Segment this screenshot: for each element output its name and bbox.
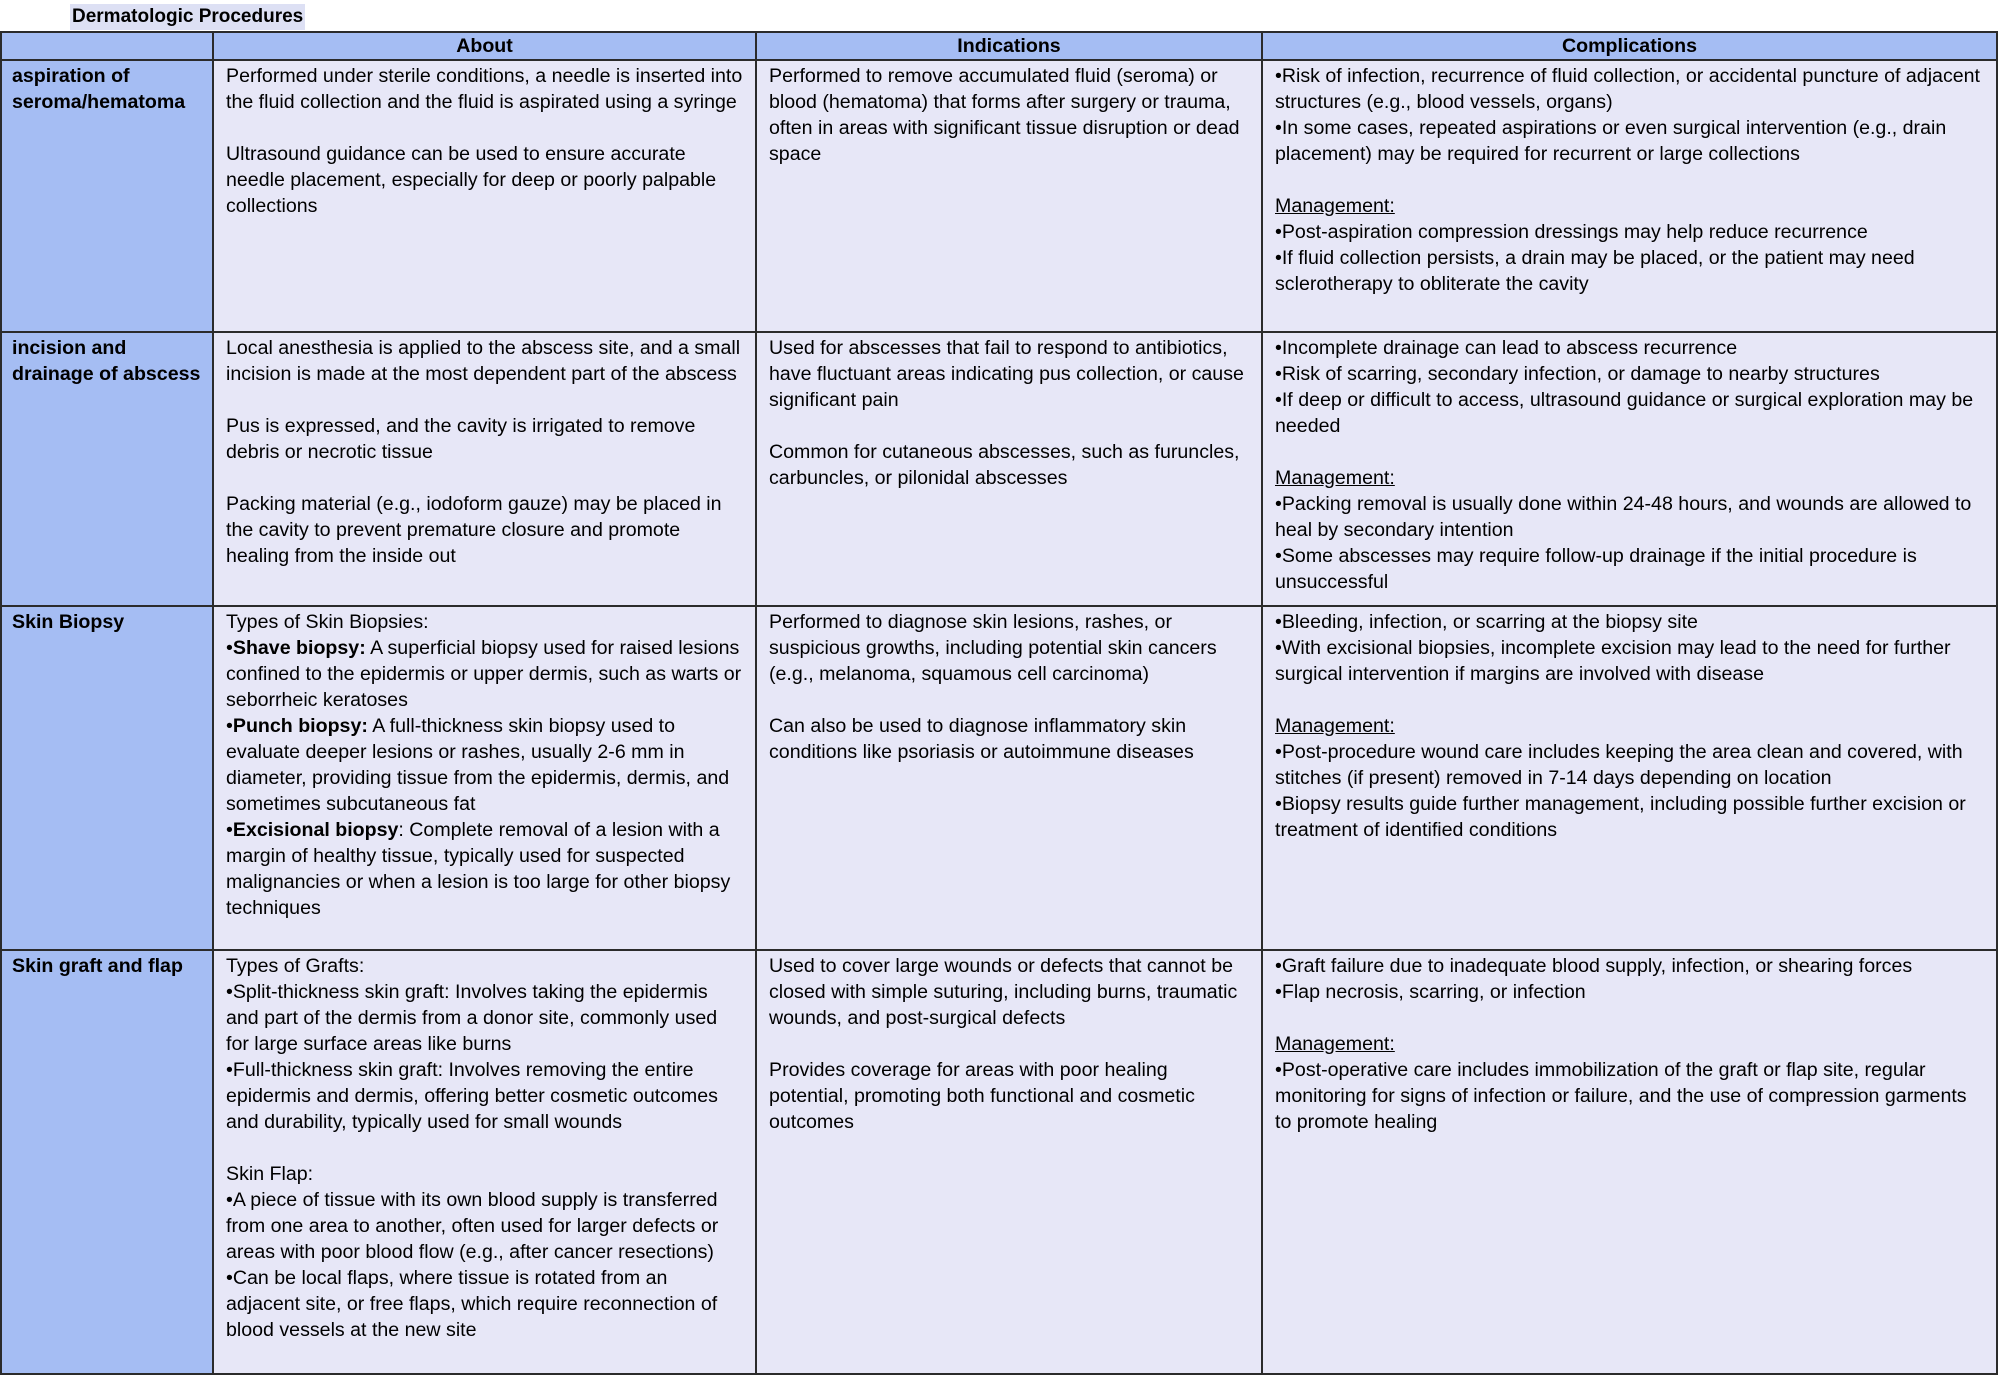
about-paragraph: Ultrasound guidance can be used to ensure accurate needle placement, especially for deep or poorly palpable collections	[226, 143, 717, 217]
indications-cell[interactable]	[756, 332, 1262, 606]
complication-item: •Bleeding, infection, or scarring at the biopsy site	[1275, 611, 1698, 633]
biopsy-type-term: Shave biopsy:	[232, 637, 366, 659]
header-about[interactable]: About	[213, 32, 756, 60]
about-paragraph: Performed under sterile conditions, a needle is inserted into the fluid collection and the fluid is aspirated using a syringe	[226, 65, 743, 113]
complication-item: •Risk of scarring, secondary infection, or damage to nearby structures	[1275, 363, 1880, 385]
management-label: Management:	[1275, 195, 1395, 217]
management-block	[1275, 713, 1984, 843]
complication-item: •Graft failure due to inadequate blood supply, infection, or shearing forces	[1275, 955, 1913, 977]
complication-item: •Incomplete drainage can lead to abscess recurrence	[1275, 337, 1738, 359]
management-item: •Packing removal is usually done within 24-48 hours, and wounds are allowed to heal by secondary intention	[1275, 493, 1972, 541]
management-label: Management:	[1275, 467, 1395, 489]
management-label: Management:	[1275, 715, 1395, 737]
flap-item: •A piece of tissue with its own blood supply is transferred from one area to another, often used for larger defects or areas with poor blood flow (e.g., after cancer resections)	[226, 1189, 719, 1263]
row-header-aspiration[interactable]: aspiration of seroma/hematoma	[1, 60, 213, 332]
graft-type-item: •Full-thickness skin graft: Involves removing the entire epidermis and dermis, offering better cosmetic outcomes and durability, typically used for small wounds	[226, 1059, 718, 1133]
management-block	[1275, 465, 1984, 595]
biopsy-type-term: Excisional biopsy	[232, 819, 399, 841]
table-row	[1, 332, 1997, 606]
biopsy-types-intro: Types of Skin Biopsies:	[226, 611, 429, 633]
row-header-skin-biopsy[interactable]: Skin Biopsy	[1, 606, 213, 950]
flap-types	[226, 1161, 743, 1343]
complications-cell[interactable]	[1262, 332, 1997, 606]
biopsy-types	[226, 609, 743, 921]
indications-paragraph: Performed to remove accumulated fluid (seroma) or blood (hematoma) that forms after surgery or trauma, often in areas with significant tissue disruption or dead space	[769, 65, 1240, 165]
indications-paragraph: Provides coverage for areas with poor healing potential, promoting both functional and cosmetic outcomes	[769, 1059, 1195, 1133]
management-block	[1275, 1031, 1984, 1135]
management-item: •Biopsy results guide further management, including possible further excision or treatment of identified conditions	[1275, 793, 1966, 841]
complications-cell[interactable]	[1262, 60, 1997, 332]
about-paragraph: Local anesthesia is applied to the abscess site, and a small incision is made at the most dependent part of the abscess	[226, 337, 741, 385]
biopsy-type-item: •Excisional biopsy: Complete removal of a lesion with a margin of healthy tissue, typically used for suspected malignancies or when a lesion is too large for other biopsy techniques	[226, 819, 731, 919]
complication-item: •Risk of infection, recurrence of fluid collection, or accidental puncture of adjacent structures (e.g., blood vessels, organs)	[1275, 65, 1980, 113]
graft-type-item: •Split-thickness skin graft: Involves taking the epidermis and part of the dermis from a donor site, commonly used for large surface areas like burns	[226, 981, 718, 1055]
procedures-table	[0, 31, 1998, 1375]
management-item: •Post-operative care includes immobilization of the graft or flap site, regular monitoring for signs of infection or failure, and the use of compression garments to promote healing	[1275, 1059, 1967, 1133]
about-paragraph: Packing material (e.g., iodoform gauze) may be placed in the cavity to prevent premature closure and promote healing from the inside out	[226, 493, 722, 567]
biopsy-type-item: •Shave biopsy: A superficial biopsy used for raised lesions confined to the epidermis or upper dermis, such as warts or seborrheic keratoses	[226, 637, 742, 711]
complications-cell[interactable]	[1262, 606, 1997, 950]
complication-item: •With excisional biopsies, incomplete excision may lead to the need for further surgical intervention if margins are involved with disease	[1275, 637, 1951, 685]
complications-list	[1275, 63, 1984, 167]
indications-cell[interactable]	[756, 60, 1262, 332]
indications-cell[interactable]	[756, 606, 1262, 950]
management-block	[1275, 193, 1984, 297]
header-indications[interactable]: Indications	[756, 32, 1262, 60]
indications-paragraph: Performed to diagnose skin lesions, rashes, or suspicious growths, including potential skin cancers (e.g., melanoma, squamous cell carcinoma)	[769, 611, 1217, 685]
management-item: •Post-aspiration compression dressings may help reduce recurrence	[1275, 221, 1868, 243]
complications-list	[1275, 335, 1984, 439]
about-cell[interactable]	[213, 950, 756, 1374]
about-cell[interactable]	[213, 606, 756, 950]
complications-list	[1275, 609, 1984, 687]
complications-list	[1275, 953, 1984, 1005]
indications-paragraph: Common for cutaneous abscesses, such as furuncles, carbuncles, or pilonidal abscesses	[769, 441, 1240, 489]
management-item: •Some abscesses may require follow-up drainage if the initial procedure is unsuccessful	[1275, 545, 1917, 593]
biopsy-type-term: Punch biopsy:	[232, 715, 368, 737]
flap-item: •Can be local flaps, where tissue is rotated from an adjacent site, or free flaps, which require reconnection of blood vessels at the new site	[226, 1267, 718, 1341]
management-item: •Post-procedure wound care includes keeping the area clean and covered, with stitches (if present) removed in 7-14 days depending on location	[1275, 741, 1963, 789]
corner-cell[interactable]	[1, 32, 213, 60]
graft-types	[226, 953, 743, 1135]
indications-cell[interactable]	[756, 950, 1262, 1374]
graft-types-intro: Types of Grafts:	[226, 955, 365, 977]
complication-item: •Flap necrosis, scarring, or infection	[1275, 981, 1586, 1003]
table-row	[1, 60, 1997, 332]
row-header-incision-drainage[interactable]: incision and drainage of abscess	[1, 332, 213, 606]
about-cell[interactable]	[213, 332, 756, 606]
flap-intro: Skin Flap:	[226, 1163, 314, 1185]
complication-item: •In some cases, repeated aspirations or even surgical intervention (e.g., drain placement) may be required for recurrent or large collections	[1275, 117, 1947, 165]
about-cell[interactable]	[213, 60, 756, 332]
header-row	[1, 32, 1997, 60]
indications-paragraph: Used to cover large wounds or defects that cannot be closed with simple suturing, including burns, traumatic wounds, and post-surgical defects	[769, 955, 1238, 1029]
biopsy-type-item: •Punch biopsy: A full-thickness skin biopsy used to evaluate deeper lesions or rashes, usually 2-6 mm in diameter, providing tissue from the epidermis, dermis, and sometimes subcutaneous fat	[226, 715, 730, 815]
indications-paragraph: Used for abscesses that fail to respond to antibiotics, have fluctuant areas indicating pus collection, or cause significant pain	[769, 337, 1244, 411]
header-complications[interactable]: Complications	[1262, 32, 1997, 60]
table-row	[1, 950, 1997, 1374]
table-row	[1, 606, 1997, 950]
about-paragraph: Pus is expressed, and the cavity is irrigated to remove debris or necrotic tissue	[226, 415, 696, 463]
indications-paragraph: Can also be used to diagnose inflammatory skin conditions like psoriasis or autoimmune diseases	[769, 715, 1194, 763]
sheet-title[interactable]: Dermatologic Procedures	[70, 4, 305, 30]
management-item: •If fluid collection persists, a drain may be placed, or the patient may need sclerotherapy to obliterate the cavity	[1275, 247, 1915, 295]
row-header-skin-graft-flap[interactable]: Skin graft and flap	[1, 950, 213, 1374]
complications-cell[interactable]	[1262, 950, 1997, 1374]
management-label: Management:	[1275, 1033, 1395, 1055]
complication-item: •If deep or difficult to access, ultrasound guidance or surgical exploration may be needed	[1275, 389, 1974, 437]
